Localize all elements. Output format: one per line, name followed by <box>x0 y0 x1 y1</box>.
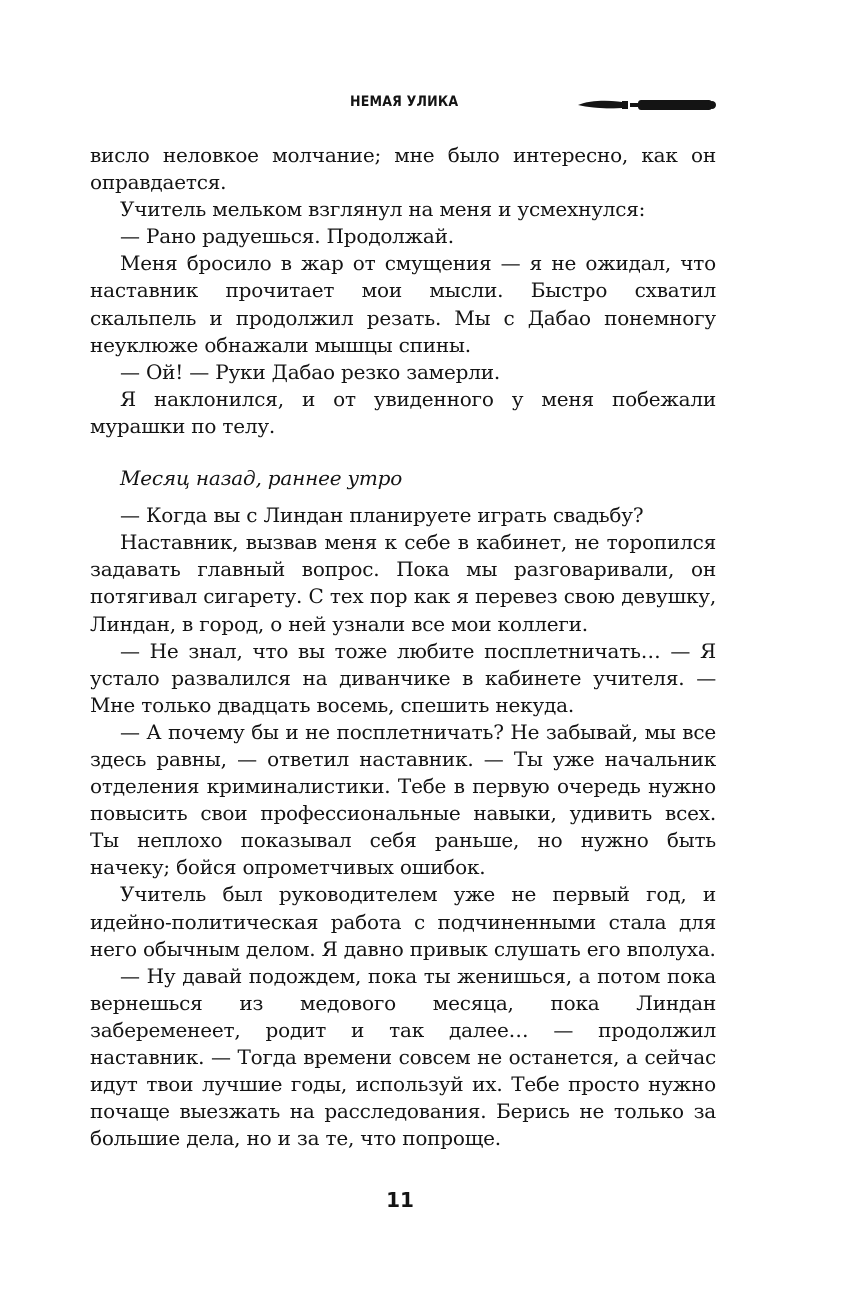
paragraph: висло неловкое молчание; мне было интересно, как он оправдается. <box>90 143 716 195</box>
paragraph: — А почему бы и не посплетничать? Не забывай, мы все здесь равны, — ответил наставник. — Ты уже начальник отделения криминалистики. Тебе в первую очередь нужно повысить свои профессиональные навыки, удивить всех. Ты неплохо показывал себя раньше, но нужно быть начеку; бойся опрометчивых ошибок. <box>90 719 716 880</box>
paragraph: Меня бросило в жар от смущения — я не ожидал, что наставник прочитает мои мысли. Быстро схватил скальпель и продолжил резать. Мы с Дабао понемногу неуклюже обнажали мышцы спины. <box>90 251 716 357</box>
paragraph: — Ну давай подождем, пока ты женишься, а потом пока вернешься из медового месяца, пока Линдан забеременеет, родит и так далее… — продолжил наставник. — Тогда времени совсем не останется, а сейчас идут твои лучшие годы, используй их. Тебе просто нужно почаще выезжать на расследования. Берись не только за большие дела, но и за те, что попроще. <box>90 963 716 1151</box>
paragraph: Наставник, вызвав меня к себе в кабинет, не торопился задавать главный вопрос. Пока мы разговаривали, он потягивал сигарету. С тех пор как я перевез свою девушку, Линдан, в город, о ней узнали все мои коллеги. <box>90 530 716 636</box>
paragraph: — Ой! — Руки Дабао резко замерли. <box>120 359 501 384</box>
paragraph: Я наклонился, и от увиденного у меня побежали мурашки по телу. <box>90 386 716 438</box>
paragraph: — Когда вы с Линдан планируете играть свадьбу? <box>120 503 644 528</box>
paragraph: — Не знал, что вы тоже любите посплетничать… — Я устало развалился на диванчике в кабинете учителя. — Мне только двадцать восемь, спешить некуда. <box>90 638 716 717</box>
knife-icon <box>578 96 716 114</box>
page-number: 11 <box>386 1188 414 1212</box>
paragraph: Учитель был руководителем уже не первый год, и идейно-политическая работа с подчиненными стала для него обычным делом. Я давно привык слушать его вполуха. <box>90 882 716 961</box>
section-heading: Месяц назад, раннее утро <box>120 466 403 491</box>
body-text <box>90 142 716 1152</box>
paragraph: — Рано радуешься. Продолжай. <box>120 224 454 249</box>
running-head-title: НЕМАЯ УЛИКА <box>350 94 459 110</box>
paragraph: Учитель мельком взглянул на меня и усмехнулся: <box>120 197 646 222</box>
